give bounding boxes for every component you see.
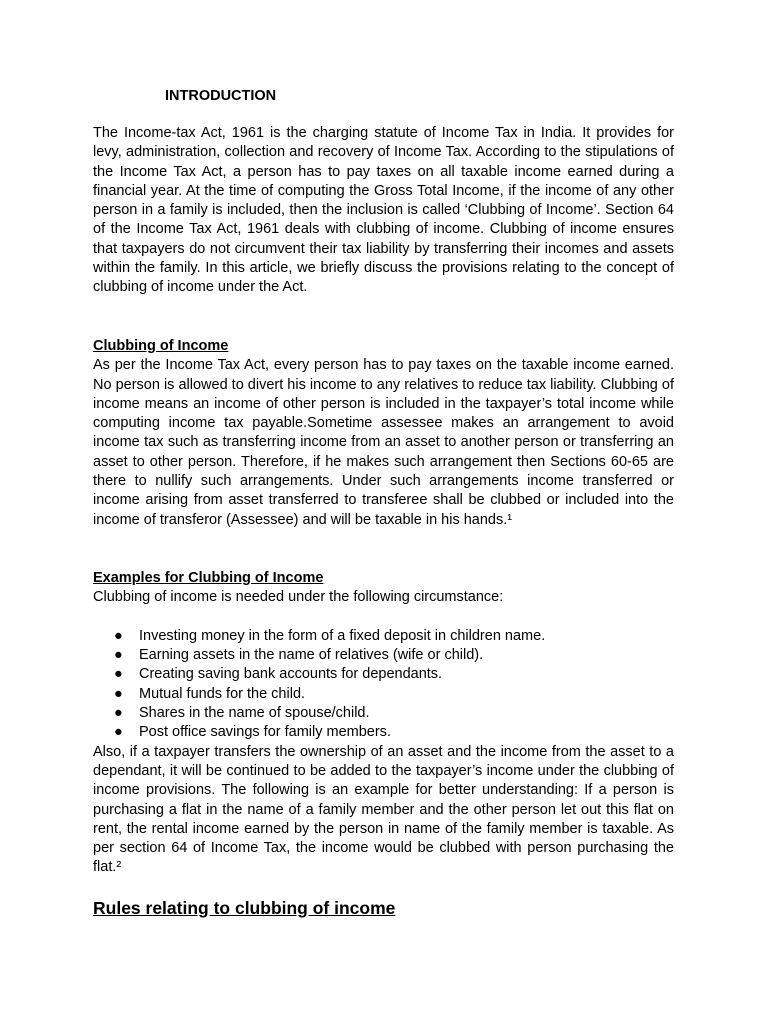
examples-list bbox=[93, 627, 674, 743]
bullet-icon: ● bbox=[114, 627, 123, 644]
list-item bbox=[93, 627, 674, 646]
introduction-section bbox=[93, 124, 674, 298]
bullet-icon: ● bbox=[114, 705, 123, 722]
examples-section bbox=[93, 569, 674, 878]
list-item-text: Investing money in the form of a fixed deposit in children name. bbox=[139, 627, 546, 644]
bullet-icon: ● bbox=[114, 724, 123, 741]
bullet-icon: ● bbox=[114, 647, 123, 664]
clubbing-paragraph: As per the Income Tax Act, every person has to pay taxes on the taxable income earned. No person is allowed to divert his income to any relatives to reduce tax liability. Clubbing of income means an income of other person is included in the taxpayer’s total income while computing income tax payable.Sometime assessee makes an arrangement to avoid income tax such as transferring income from an asset to another person or transferring an asset to other person. Therefore, if he makes such arrangement then Sections 60-65 are there to nullify such arrangements. Under such arrangements income transferred or income arising from asset transferred to transferee shall be clubbed or included into the income of transferor (Assessee) and will be taxable in his hands.¹ bbox=[93, 357, 674, 528]
bullet-icon: ● bbox=[114, 685, 123, 702]
bullet-icon: ● bbox=[114, 666, 123, 683]
introduction-paragraph: The Income-tax Act, 1961 is the charging statute of Income Tax in India. It provides for levy, administration, collection and recovery of Income Tax. According to the stipulations of the Income Tax Act, a person has to pay taxes on all taxable income earned during a financial year. At the time of computing the Gross Total Income, if the income of any other person in a family is included, then the inclusion is called ‘Clubbing of Income’. Section 64 of the Income Tax Act, 1961 deals with clubbing of income. Clubbing of income ensures that taxpayers do not circumvent their tax liability by transferring their incomes and assets within the family. In this article, we briefly discuss the provisions relating to the concept of clubbing of income under the Act. bbox=[93, 125, 674, 296]
clubbing-heading: Clubbing of Income bbox=[93, 338, 229, 354]
list-item-text: Mutual funds for the child. bbox=[139, 685, 306, 702]
list-item bbox=[93, 685, 674, 704]
examples-intro: Clubbing of income is needed under the following circumstance: bbox=[93, 589, 504, 606]
list-item bbox=[93, 646, 674, 665]
list-item bbox=[93, 665, 674, 684]
list-item bbox=[93, 704, 674, 723]
examples-paragraph: Also, if a taxpayer transfers the ownership of an asset and the income from the asset to a dependant, it will be continued to be added to the taxpayer’s income under the clubbing of income provisions. The following is an example for better understanding: If a person is purchasing a flat in the name of a family member and the other person let out this flat on rent, the rental income earned by the person in name of the family member is taxable. As per section 64 of Income Tax, the income would be clubbed with person purchasing the flat.² bbox=[93, 743, 674, 876]
list-item-text: Earning assets in the name of relatives (wife or child). bbox=[139, 647, 484, 664]
list-item-text: Creating saving bank accounts for dependants. bbox=[139, 666, 443, 683]
list-item bbox=[93, 723, 674, 742]
examples-heading: Examples for Clubbing of Income bbox=[93, 570, 324, 586]
clubbing-section bbox=[93, 337, 674, 530]
introduction-heading: INTRODUCTION bbox=[165, 88, 277, 104]
list-item-text: Post office savings for family members. bbox=[139, 724, 391, 741]
list-item-text: Shares in the name of spouse/child. bbox=[139, 705, 370, 722]
rules-heading: Rules relating to clubbing of income bbox=[93, 898, 396, 918]
